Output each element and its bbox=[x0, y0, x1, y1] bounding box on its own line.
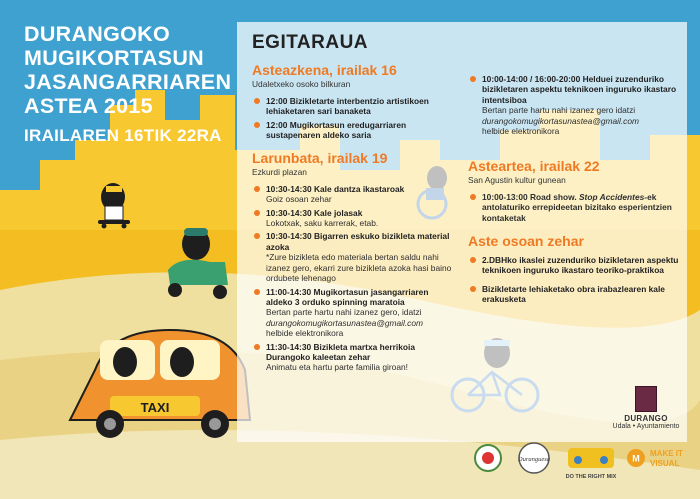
date-range: IRAILAREN 16TIK 22RA bbox=[24, 126, 222, 145]
contact-email: durangokomugikortasunastea@gmail.com bbox=[482, 115, 640, 126]
svg-text:MAKE IT: MAKE IT bbox=[650, 449, 683, 458]
bullet-icon bbox=[254, 186, 260, 192]
bullet-icon bbox=[254, 344, 260, 350]
week-title: Aste osoan zehar bbox=[468, 233, 584, 250]
list-item: 2.DBHko ikaslei zuzenduriko bizikletaren aspektu teknikoen inguruko ikastaro teoriko-praktikoa bbox=[468, 255, 683, 276]
day-place-saturday: Ezkurdi plazan bbox=[252, 167, 307, 178]
bullet-icon bbox=[254, 122, 260, 128]
title-line-3: JASANGARRIAREN bbox=[24, 70, 232, 94]
list-item: 11:30-14:30 Bizikleta martxa herrikoia Durangoko kaleetan zehar Animatu eta hartu parte familia giroan! bbox=[252, 342, 457, 373]
list-item: 12:00 Bizikletarte interbentzio artistikoen lehiaketaren sari banaketa bbox=[252, 96, 457, 117]
bullet-icon bbox=[254, 210, 260, 216]
sponsor-logos bbox=[470, 438, 695, 493]
day-place-tuesday: San Agustin kultur gunean bbox=[468, 175, 566, 186]
list-item: 10:00-13:00 Road show. Stop Accidentes-ek antolaturiko errepideetan bizitako esperientzien kontaketak bbox=[468, 192, 683, 223]
taxi-sign: TAXI bbox=[140, 400, 170, 415]
title-line-2: MUGIKORTASUN bbox=[24, 46, 204, 70]
svg-text:Duranguesa: Duranguesa bbox=[517, 456, 551, 463]
bullet-icon bbox=[470, 257, 476, 263]
do-the-right-mix-logo bbox=[566, 448, 617, 480]
bullet-icon bbox=[254, 98, 260, 104]
svg-text:M: M bbox=[632, 453, 640, 464]
svg-text:DO THE RIGHT MIX: DO THE RIGHT MIX bbox=[565, 474, 617, 480]
list-item: 10:30-14:30 Bigarren eskuko bizikleta material azoka *Zure bizikleta edo materiala bertan saldu nahi izanez gero, ekarri zure bizikleta azoka hasi baino ordubete lehenago bbox=[252, 231, 457, 283]
coat-of-arms-icon bbox=[635, 386, 657, 412]
bullet-icon bbox=[254, 233, 260, 239]
list-item: Bizikletarte lehiaketako obra irabazlearen kale erakusketa bbox=[468, 284, 683, 305]
durango-logo: DURANGO Udala • Ayuntamiento bbox=[606, 386, 686, 430]
day-title-wednesday: Asteazkena, irailak 16 bbox=[252, 62, 397, 79]
day-title-saturday: Larunbata, irailak 19 bbox=[252, 150, 388, 167]
bullet-icon bbox=[470, 194, 476, 200]
contact-email: durangokomugikortasunastea@gmail.com bbox=[266, 317, 424, 328]
list-item: 12:00 Mugikortasun eredugarriaren sustapenaren aldeko saria bbox=[252, 120, 457, 141]
bullet-icon bbox=[254, 289, 260, 295]
list-item: 10:00-14:00 / 16:00-20:00 Helduei zuzenduriko bizikletaren aspektu teknikoen inguruko ikastaro intentsiboa Bertan parte hartu nahi izanez gero idatzi durangokomugikortasunastea@gmail.com helbide elektronikora bbox=[468, 74, 683, 136]
bullet-icon bbox=[470, 76, 476, 82]
program-left-column bbox=[252, 32, 457, 376]
day-title-tuesday: Asteartea, irailak 22 bbox=[468, 158, 600, 175]
list-item: 10:30-14:30 Kale jolasak Lokotxak, saku karrerak, etab. bbox=[252, 208, 457, 229]
make-it-visual-logo bbox=[627, 449, 683, 468]
svg-text:VISUAL: VISUAL bbox=[650, 459, 680, 468]
list-item: 11:00-14:30 Mugikortasun jasangarriaren aldeko 3 orduko spinning maratoia Bertan parte hartu nahi izanez gero, idatzi durangokomugikortasunastea@gmail.com helbide elektronikora bbox=[252, 287, 457, 339]
day-place-wednesday: Udaletxeko osoko bilkuran bbox=[252, 79, 351, 90]
program-heading: EGITARAUA bbox=[252, 32, 369, 53]
title-line-4: ASTEA 2015 bbox=[24, 94, 153, 118]
bullet-icon bbox=[470, 286, 476, 292]
title-line-1: DURANGOKO bbox=[24, 22, 171, 46]
program-right-column bbox=[468, 74, 683, 308]
list-item: 10:30-14:30 Kale dantza ikastaroak Goiz osoan zehar bbox=[252, 184, 457, 205]
poster-title bbox=[24, 22, 234, 146]
